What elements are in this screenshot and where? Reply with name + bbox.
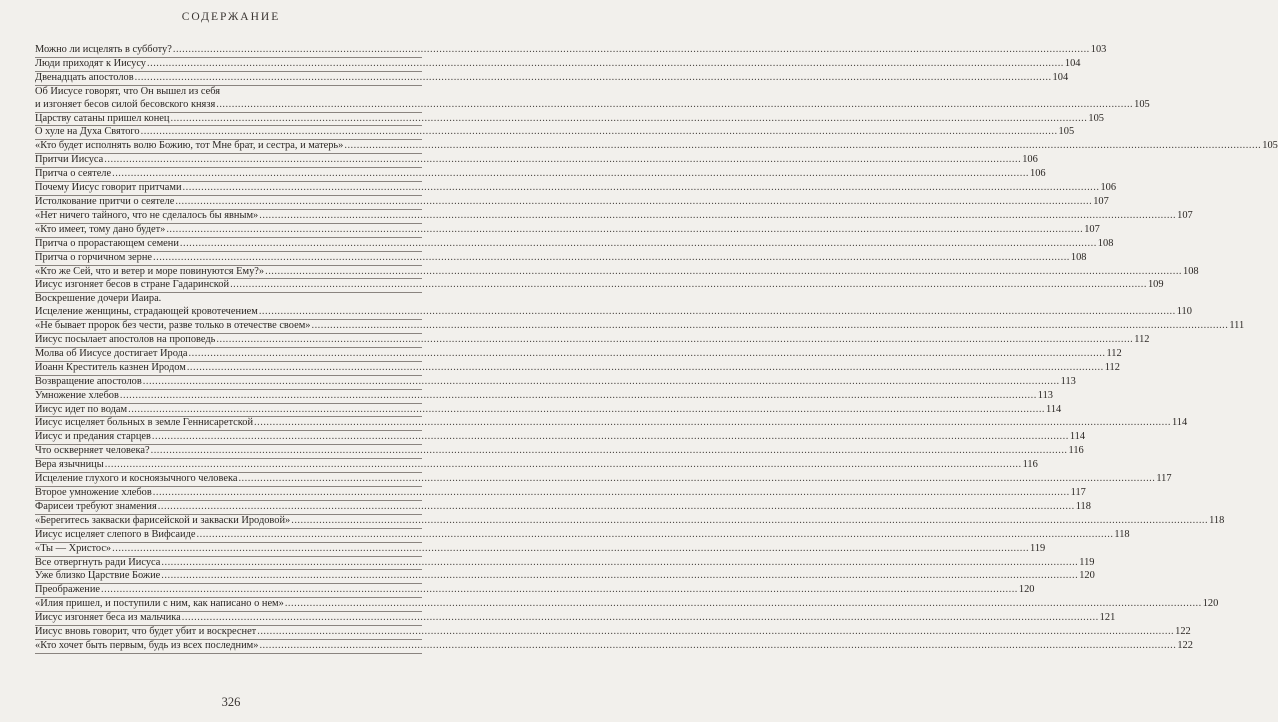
toc-entry-page: 112 (1106, 347, 1122, 359)
toc-entry-page: 104 (1052, 71, 1069, 83)
toc-entry (35, 140, 1278, 154)
dot-leader (216, 99, 1133, 112)
dot-leader (259, 306, 1176, 319)
dot-leader (161, 570, 1078, 583)
toc-entry (35, 279, 1164, 293)
toc-entry-line (35, 570, 1095, 583)
toc-entry (35, 500, 1091, 515)
toc-entry-title: Исцеление глухого и косноязычного человека (35, 473, 238, 485)
toc-entry-title: Все отвергнуть ради Иисуса (35, 556, 161, 568)
toc-entry-line (35, 195, 1109, 209)
toc-entry-line (35, 334, 1150, 347)
dot-leader (147, 58, 1064, 71)
toc-entry (35, 347, 1122, 362)
toc-entry (35, 403, 1062, 418)
toc-entry-page: 117 (1156, 473, 1172, 485)
toc-entry-line (35, 98, 1150, 112)
toc-entry-title: «Берегитесь закваски фарисейской и закваски Иродовой» (35, 514, 291, 526)
toc-entry-page: 119 (1030, 542, 1046, 554)
dot-leader (254, 417, 1171, 430)
toc-entry (35, 237, 1114, 252)
dot-leader (187, 362, 1104, 375)
dot-leader (151, 445, 1068, 458)
toc-entry (35, 85, 1150, 113)
dot-leader (120, 390, 1037, 403)
toc-entry-line (35, 403, 1062, 417)
toc-entry-line (35, 223, 1100, 237)
toc-entry-page: 117 (1070, 487, 1086, 498)
toc-entry-title: Иисус и предания старцев (35, 431, 151, 443)
toc-entry-page: 104 (1064, 57, 1081, 69)
toc-entry-page: 109 (1147, 279, 1164, 291)
toc-entry-line (35, 126, 1075, 139)
dot-leader (166, 224, 1083, 237)
toc-entry-title: Истолкование притчи о сеятеле (35, 195, 175, 207)
toc-entry-page: 107 (1177, 209, 1193, 221)
toc-entry-title: «Не бывает пророк без чести, разве только в отечестве своем» (35, 320, 311, 332)
toc-entry (35, 639, 1193, 654)
toc-entry-title: Молва об Иисусе достигает Ирода (35, 347, 188, 359)
dot-leader (135, 72, 1052, 85)
toc-entry-title: Двенадцать апостолов (35, 71, 134, 83)
toc-entry-page: 119 (1079, 556, 1095, 568)
dot-leader (170, 113, 1087, 126)
dot-leader (143, 376, 1060, 389)
toc-entry (35, 556, 1095, 571)
toc-entry-title: Уже близко Царствие Божие (35, 570, 161, 582)
toc-entry-title: Иисус изгоняет бесов в стране Гадаринской (35, 279, 230, 291)
toc-entry-title: Иисус посылает апостолов на проповедь (35, 334, 216, 346)
toc-entry (35, 71, 1069, 86)
toc-entry (35, 126, 1075, 140)
toc-entry-line (35, 237, 1114, 251)
toc-entry-title: Что оскверняет человека? (35, 445, 150, 457)
toc-entry-line (35, 251, 1087, 265)
toc-entry (35, 334, 1150, 348)
dot-leader (216, 334, 1133, 347)
toc-entry-line (35, 612, 1116, 625)
toc-entry-page: 120 (1079, 570, 1095, 582)
toc-entry-title: Иисус исцеляет больных в земле Геннисаретской (35, 417, 254, 429)
toc-entry (35, 251, 1087, 266)
toc-entry-title: Иисус исцеляет слепого в Вифсаиде (35, 528, 196, 540)
toc-entry (35, 209, 1193, 224)
toc-entry (35, 320, 1245, 334)
toc-entry (35, 612, 1116, 626)
toc-entry (35, 112, 1104, 127)
toc-entry-line (35, 556, 1095, 570)
toc-entry-page: 106 (1100, 182, 1117, 194)
dot-leader (189, 348, 1106, 361)
toc-entry-page: 114 (1069, 431, 1086, 443)
toc-entry-title: и изгоняет бесов силой бесовского князя (35, 98, 216, 110)
toc-entry-page: 120 (1018, 584, 1035, 596)
toc-entry-page: 112 (1134, 334, 1150, 346)
dot-leader (141, 126, 1058, 139)
toc-entry-line (35, 168, 1046, 181)
toc-entry (35, 487, 1086, 501)
toc-entry-title: Почему Иисус говорит притчами (35, 182, 182, 194)
toc-entry-title: Иисус вновь говорит, что будет убит и воскреснет (35, 626, 257, 638)
dot-leader (153, 252, 1070, 265)
toc-entry-line (35, 626, 1191, 639)
toc-entry-title: Возвращение апостолов (35, 375, 142, 387)
dot-leader (285, 598, 1202, 611)
toc-entry (35, 598, 1219, 612)
toc-entry (35, 195, 1109, 210)
dot-leader (112, 543, 1029, 556)
toc-entry-line (35, 514, 1225, 528)
toc-entry-title: Умножение хлебов (35, 389, 119, 401)
toc-entry-line (35, 140, 1278, 153)
toc-entry (35, 584, 1035, 598)
toc-entry-line (35, 528, 1130, 542)
dot-leader (257, 626, 1174, 639)
dot-leader (291, 515, 1208, 528)
toc-entry-page: 103 (1090, 44, 1107, 55)
toc-entry-page: 105 (1262, 140, 1278, 152)
toc-entry-title: Вера язычницы (35, 459, 104, 471)
toc-entry-title: Преображение (35, 584, 100, 596)
toc-entry (35, 265, 1199, 280)
toc-entry-line (35, 306, 1192, 319)
toc-entry (35, 542, 1046, 557)
toc-entry-page: 114 (1046, 403, 1062, 415)
toc-entry-title: Притча о сеятеле (35, 168, 112, 180)
toc-entry-line (35, 431, 1086, 444)
toc-entry-page: 118 (1209, 514, 1225, 526)
dot-leader (183, 182, 1100, 195)
toc-entry-page: 118 (1114, 528, 1130, 540)
dot-leader (161, 557, 1078, 570)
toc-entry (35, 375, 1076, 390)
toc-entry-title: «Нет ничего тайного, что не сделалось бы явным» (35, 209, 259, 221)
toc-entry-line (35, 487, 1086, 500)
toc-entry-line (35, 279, 1164, 292)
toc-entry (35, 570, 1095, 584)
toc-entry-line-continued (35, 293, 422, 306)
toc-entry-page: 122 (1175, 626, 1191, 638)
dot-leader (175, 196, 1092, 209)
toc-entry-line (35, 445, 1084, 458)
toc-entry (35, 223, 1100, 238)
toc-entry (35, 528, 1130, 543)
toc-entry-page: 108 (1070, 251, 1087, 263)
toc-entry-title: «Кто имеет, тому дано будет» (35, 223, 166, 235)
toc-entry-line (35, 598, 1219, 611)
toc-entry-title: Иисус идет по водам (35, 403, 128, 415)
toc-entry-line (35, 473, 1172, 486)
toc-entry-page: 111 (1229, 320, 1245, 332)
toc-entry-title: Фарисеи требуют знамения (35, 500, 157, 512)
toc-entry-page: 105 (1088, 112, 1104, 124)
dot-leader (112, 168, 1029, 181)
dot-leader (158, 501, 1075, 514)
entry-underline (35, 653, 422, 654)
toc-entry-title: Царству сатаны пришел конец (35, 112, 170, 124)
toc-entry-line (35, 182, 1117, 195)
toc-entry-page: 106 (1030, 168, 1046, 180)
toc-entry-page: 116 (1022, 459, 1038, 471)
toc-entry-page: 105 (1134, 98, 1150, 110)
dot-leader (128, 404, 1045, 417)
toc-entry-title: Иисус изгоняет беса из мальчика (35, 612, 181, 624)
dot-leader (105, 459, 1022, 472)
toc-entry (35, 514, 1225, 529)
toc-entry-page: 106 (1022, 154, 1038, 166)
toc-entry-page: 113 (1037, 389, 1053, 401)
toc-entry-page: 120 (1202, 598, 1219, 610)
toc-entry-page: 113 (1060, 375, 1076, 387)
toc-entry-line (35, 44, 1107, 57)
toc-entry-line (35, 417, 1188, 430)
toc-entry-title: Притчи Иисуса (35, 154, 104, 166)
toc-entry-page: 105 (1058, 126, 1075, 138)
toc-entry-line (35, 209, 1193, 223)
toc-entry-line (35, 500, 1091, 514)
dot-leader (197, 529, 1114, 542)
toc-entry-title: Воскрешение дочери Иаира. (35, 293, 162, 305)
toc-entry-title: «Ты — Христос» (35, 542, 112, 554)
toc-entry-page: 121 (1099, 612, 1116, 624)
toc-entry (35, 626, 1191, 640)
toc-entry-title: Иоанн Креститель казнен Иродом (35, 361, 186, 373)
toc-entry-page: 118 (1075, 500, 1091, 512)
dot-leader (104, 154, 1021, 167)
toc-entry-line (35, 265, 1199, 279)
dot-leader (259, 210, 1176, 223)
toc-entry (35, 57, 1081, 72)
toc-entry-title: Исцеление женщины, страдающей кровотечением (35, 306, 258, 318)
toc-entry-page: 107 (1093, 195, 1109, 207)
dot-leader (180, 238, 1097, 251)
dot-leader (230, 279, 1147, 292)
toc-entry (35, 182, 1117, 196)
dot-leader (344, 140, 1261, 153)
toc-entry-title: Об Иисусе говорят, что Он вышел из себя (35, 85, 221, 97)
toc-entry-line (35, 542, 1046, 556)
toc-entry-line (35, 639, 1193, 653)
toc-entry-page: 122 (1177, 639, 1193, 651)
toc-entry (35, 44, 1107, 58)
table-of-contents (35, 44, 1278, 654)
toc-entry-title: О хуле на Духа Святого (35, 126, 140, 138)
toc-entry-page: 110 (1176, 306, 1192, 318)
toc-entry-title: Второе умножение хлебов (35, 487, 152, 498)
toc-entry-line (35, 584, 1035, 597)
toc-entry (35, 389, 1053, 404)
toc-entry-page: 112 (1104, 361, 1120, 373)
toc-entry-line (35, 57, 1081, 71)
toc-entry-title: Можно ли исцелять в субботу? (35, 44, 172, 55)
dot-leader (182, 612, 1099, 625)
toc-entry-title: «Кто же Сей, что и ветер и море повинуются Ему?» (35, 265, 265, 277)
dot-leader (101, 584, 1018, 597)
toc-entry-line (35, 375, 1076, 389)
toc-entry-title: Притча о прорастающем семени (35, 237, 179, 249)
toc-entry-page: 107 (1084, 223, 1100, 235)
dot-leader (152, 431, 1069, 444)
toc-entry-title: «Илия пришел, и поступили с ним, как написано о нем» (35, 598, 284, 610)
toc-entry (35, 431, 1086, 445)
toc-entry-line-continued (35, 86, 422, 99)
toc-entry-line (35, 71, 1069, 85)
toc-entry-title: Притча о горчичном зерне (35, 251, 152, 263)
toc-entry (35, 168, 1046, 182)
dot-leader (238, 473, 1155, 486)
toc-entry (35, 473, 1172, 487)
toc-entry-page: 108 (1097, 237, 1114, 249)
toc-entry-title: Люди приходят к Иисусу (35, 57, 146, 69)
toc-entry-line (35, 320, 1245, 333)
toc-entry-page: 108 (1183, 265, 1199, 277)
toc-entry-title: «Кто хочет быть первым, будь из всех последним» (35, 639, 259, 651)
dot-leader (259, 640, 1176, 653)
toc-entry (35, 459, 1038, 473)
toc-entry-line (35, 347, 1122, 361)
toc-entry-line (35, 389, 1053, 403)
dot-leader (265, 266, 1182, 279)
toc-entry (35, 154, 1038, 168)
dot-leader (173, 44, 1090, 57)
dot-leader (311, 320, 1228, 333)
toc-entry-page: 114 (1171, 417, 1188, 429)
toc-entry-page: 116 (1068, 445, 1084, 457)
toc-entry-line (35, 459, 1038, 472)
toc-entry (35, 417, 1188, 431)
toc-entry-line (35, 361, 1120, 375)
page-number: 326 (221, 695, 241, 709)
toc-entry (35, 445, 1084, 459)
toc-entry (35, 293, 1192, 320)
page-title: СОДЕРЖАНИЕ (181, 11, 281, 23)
toc-entry-title: «Кто будет исполнять волю Божию, тот Мне брат, и сестра, и матерь» (35, 140, 344, 152)
toc-entry-line (35, 112, 1104, 126)
dot-leader (153, 487, 1070, 500)
toc-entry-line (35, 154, 1038, 167)
toc-entry (35, 361, 1120, 376)
